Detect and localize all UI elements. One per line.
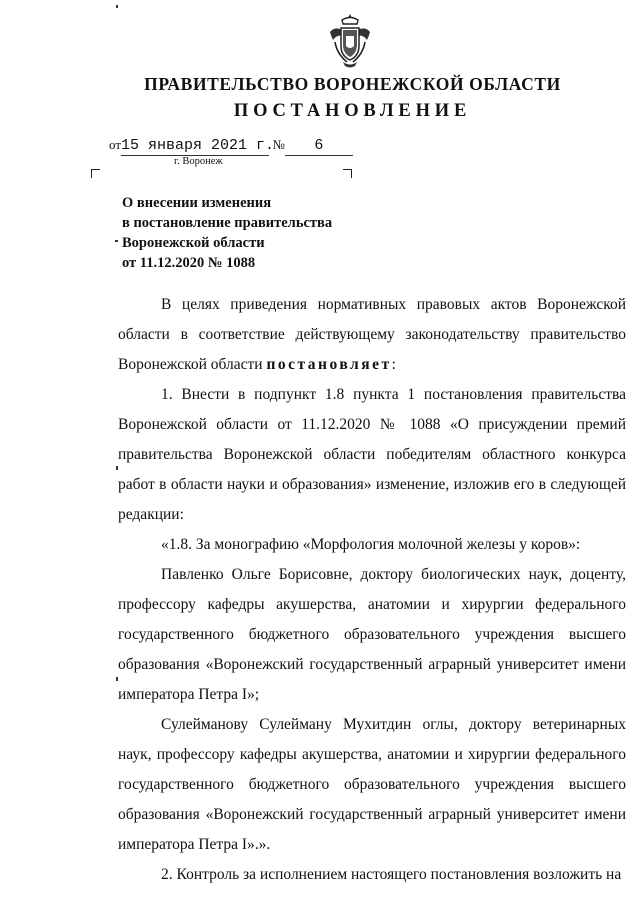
left-corner-bracket	[91, 169, 100, 178]
coat-of-arms-icon	[327, 12, 373, 70]
right-corner-bracket	[343, 169, 352, 178]
subject-line: от 11.12.2020 № 1088	[122, 255, 256, 271]
document-date: 15 января 2021 г.	[121, 137, 275, 154]
document-body	[118, 290, 626, 890]
scan-mark	[116, 5, 118, 8]
date-number-line	[109, 137, 353, 156]
document-type: ПОСТАНОВЛЕНИЕ	[233, 101, 472, 121]
number-label: №	[272, 137, 285, 152]
clause-1-paragraph: 1. Внести в подпункт 1.8 пункта 1 постановления правительства Воронежской области от 11.12.2020 № 1088 «О присуждении премий правительства Воронежской области победителям областного конкурса работ в области науки и образования» изменение, изложив его в следующей редакции:	[118, 386, 626, 523]
subject-line: в постановление правительства	[122, 215, 333, 231]
scan-mark	[115, 240, 118, 242]
organization-name: ПРАВИТЕЛЬСТВО ВОРОНЕЖСКОЙ ОБЛАСТИ	[144, 74, 561, 94]
preamble-paragraph	[118, 290, 626, 380]
scan-mark	[116, 466, 118, 470]
resolves-word: постановляет	[266, 356, 392, 373]
subject-line: Воронежской области	[122, 235, 265, 251]
subclause-heading: «1.8. За монографию «Морфология молочной железы у коров»:	[161, 536, 581, 553]
preamble-text: В целях приведения нормативных правовых актов Воронежской области в соответствие действующему законодательству правительство Воронежской области	[118, 296, 626, 373]
awardee-1-paragraph: Павленко Ольге Борисовне, доктору биологических наук, доценту, профессору кафедры акушерства, анатомии и хирургии федерального государственного бюджетного образовательного учреждения высшего образования «Воронежский государственный аграрный университет имени императора Петра I»;	[118, 566, 626, 703]
scan-mark	[116, 677, 118, 681]
document-number: 6	[285, 137, 353, 156]
from-label: от	[109, 137, 122, 152]
subject-line: О внесении изменения	[122, 195, 272, 211]
awardee-2-paragraph: Сулейманову Сулейману Мухитдин оглы, доктору ветеринарных наук, профессору кафедры акушерства, анатомии и хирургии федерального государственного бюджетного образовательного учреждения высшего образования «Воронежский государственный аграрный университет имени императора Петра I».».	[118, 716, 626, 853]
clause-2-paragraph: 2. Контроль за исполнением настоящего постановления возложить на	[161, 866, 622, 883]
preamble-end: :	[391, 356, 396, 373]
document-subject	[122, 193, 332, 273]
city-label: г. Воронеж	[174, 156, 223, 167]
